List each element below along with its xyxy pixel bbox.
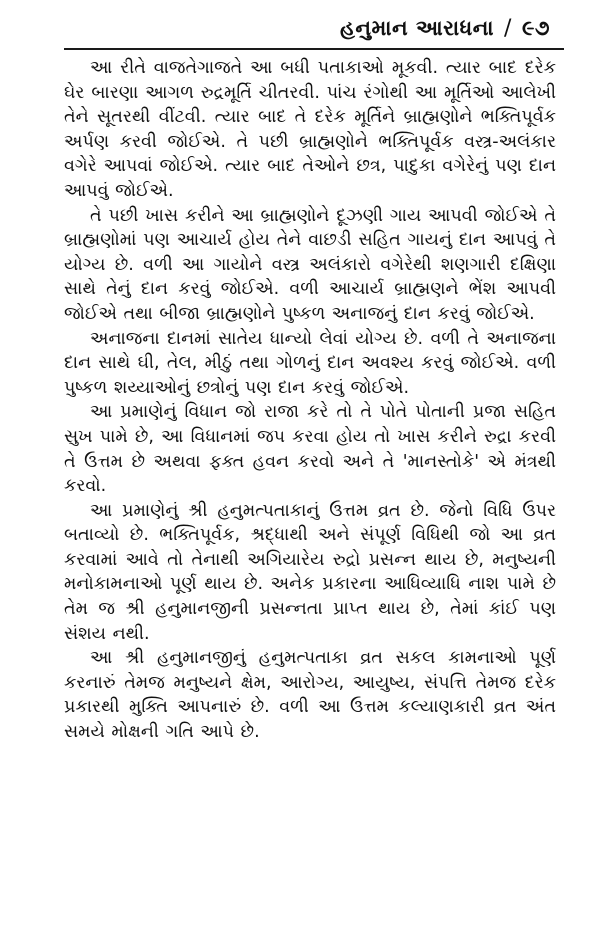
paragraph-4: આ પ્રમાણેનું વિધાન જો રાજા કરે તો તે પોતે પોતાની પ્રજા સહિત સુખ પામે છે, આ વિધાનમાં જપ કરવા હોય તો ખાસ કરીને રુદ્રા કરવી તે ઉત્તમ છે અથવા ફક્ત હવન કરવો અને તે 'માનસ્તોકે' એ મંત્રથી કરવો. (64, 402, 556, 497)
paragraph-1: આ રીતે વાજતેગાજતે આ બધી પતાકાઓ મૂકવી. ત્યાર બાદ દરેક ઘેર બારણા આગળ રુદ્રમૂર્તિ ચીતરવી. પાંચ રંગોથી આ મૂર્તિઓ આલેખી તેને સૂતરથી વીંટવી. ત્યાર બાદ તે દરેક મૂર્તિને બ્રાહ્મણોને ભક્તિપૂર્વક અર્પણ કરવી જોઈએ. તે પછી બ્રાહ્મણોને ભક્તિપૂર્વક વસ્ત્ર-અલંકાર વગેરે આપવાં જોઈએ. ત્યાર બાદ તેઓને છત્ર, પાદુકા વગેરેનું પણ દાન આપવું જોઈએ. (64, 58, 556, 201)
paragraph-5: આ પ્રમાણેનું શ્રી હનુમત્પતાકાનું ઉત્તમ વ્રત છે. જેનો વિધિ ઉપર બતાવ્યો છે. ભક્તિપૂર્વક, શ્રદ્ધાથી અને સંપૂર્ણ વિધિથી જો આ વ્રત કરવામાં આવે તો તેનાથી અગિયારેય રુદ્રો પ્રસન્ન થાય છે, મનુષ્યની મનોકામનાઓ પૂર્ણ થાય છે. અનેક પ્રકારના આધિવ્યાધિ નાશ પામે છે તેમ જ શ્રી હનુમાનજીની પ્રસન્નતા પ્રાપ્ત થાય છે, તેમાં કાંઈ પણ સંશય નથી. (64, 500, 556, 644)
book-title: હનુમાન આરાધના (339, 15, 495, 40)
page-number: ૯૭ (521, 15, 550, 40)
header-rule (64, 48, 564, 50)
paragraph-3: અનાજના દાનમાં સાતેય ધાન્યો લેવાં યોગ્ય છે. વળી તે અનાજના દાન સાથે ઘી, તેલ, મીઠું તથા ગોળનું દાન અવશ્ય કરવું જોઈએ. વળી પુષ્કળ શય્યાઓનું છત્રોનું પણ દાન કરવું જોઈએ. (64, 328, 556, 398)
paragraph-6: આ શ્રી હનુમાનજીનું હનુમત્પતાકા વ્રત સકલ કામનાઓ પૂર્ણ કરનારું તેમજ મનુષ્યને ક્ષેમ, આરોગ્ય, આયુષ્ય, સંપત્તિ તેમજ દરેક પ્રકારથી મુક્તિ આપનારું છે. વળી આ ઉત્તમ કલ્યાણકારી વ્રત અંત સમયે મોક્ષની ગતિ આપે છે. (64, 648, 556, 743)
header-separator: / (504, 15, 512, 41)
page-body (64, 56, 556, 745)
paragraph-2: તે પછી ખાસ કરીને આ બ્રાહ્મણોને દૂઝણી ગાય આપવી જોઈએ તે બ્રાહ્મણોમાં પણ આચાર્ય હોય તેને વાછડી સહિત ગાયનું દાન આપવું તે યોગ્ય છે. વળી આ ગાયોને વસ્ત્ર અલંકારો વગેરેથી શણગારી દક્ષિણા સાથે તેનું દાન કરવું જોઈએ. વળી આચાર્ય બ્રાહ્મણને ભેંશ આપવી જોઈએ તથા બીજા બ્રાહ્મણોને પુષ્કળ અનાજનું દાન કરવું જોઈએ. (64, 205, 556, 324)
running-header (64, 10, 556, 46)
